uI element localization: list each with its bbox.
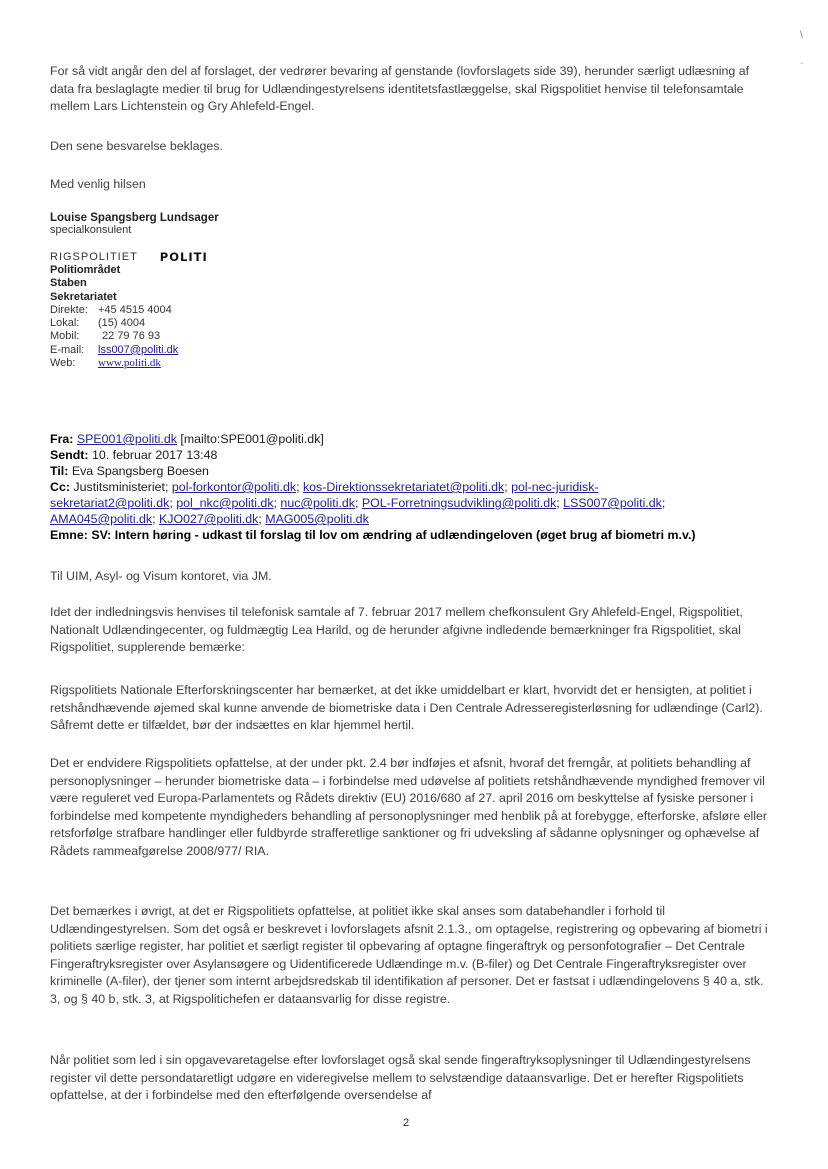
header-cc-line-2: sekretariat2@politi.dk; pol_nkc@politi.dk; nuc@politi.dk; POL-Forretningsudvikling@politi.dk; LSS007@politi.dk; bbox=[50, 496, 666, 510]
header-cc-line-1: Cc: Justitsministeriet; pol-forkontor@politi.dk; kos-Direktionssekretariatet@politi.dk; pol-nec-juridisk- bbox=[50, 480, 599, 494]
contact-mobil: Mobil: 22 79 76 93 bbox=[50, 330, 161, 343]
header-subject: Emne: SV: Intern høring - udkast til forslag til lov om ændring af udlændingeloven (øget brug af biometri m.v.) bbox=[50, 528, 696, 542]
greeting: Med venlig hilsen bbox=[50, 177, 146, 191]
cc-link[interactable]: LSS007@politi.dk bbox=[563, 496, 662, 510]
intro-paragraph-2: Den sene besvarelse beklages. bbox=[50, 139, 223, 153]
org-name: RIGSPOLITIET bbox=[50, 251, 138, 263]
cc-link[interactable]: AMA045@politi.dk bbox=[50, 512, 153, 526]
contact-email: E-mail: lss007@politi.dk bbox=[50, 343, 179, 356]
politi-logo: POLITI bbox=[159, 250, 208, 264]
org-row bbox=[50, 250, 770, 264]
header-to: Til: Eva Spangsberg Boesen bbox=[50, 464, 209, 478]
body-paragraph-3: Det er endvidere Rigspolitiets opfattelse, at der under pkt. 2.4 bør indføjes et afsnit, hvoraf det fremgår, at politiets behandling af personoplysninger – herunder biometriske data – i forbindelse med udøvelse af politiets retshåndhævende myndighed fremover vil være reguleret ved Europa-Parlamentets og Rådets direktiv (EU) 2016/680 af 27. april 2016 om beskyttelse af fysiske personer i forbindelse med kompetente myndigheders behandling af personoplysninger med henblik på at forebygge, efterforske, afsløre eller retsforfølge strafbare handlinger eller fuldbyrde strafferetlige sanktioner og fri udveksling af sådanne oplysninger og ophævelse af Rådets rammeafgørelse 2008/977/ RIA. bbox=[50, 756, 768, 858]
dept-sekretariatet: Sekretariatet bbox=[50, 290, 117, 303]
header-sent: Sendt: 10. februar 2017 13:48 bbox=[50, 448, 218, 462]
body-paragraph-2: Rigspolitiets Nationale Efterforskningscenter har bemærket, at det ikke umiddelbart er klart, hvorvidt det er hensigten, at politiet i retshåndhævende øjemed skal kunne anvende de biometriske data i Den Centrale Adresseregisterløsning for udlændinge (Carl2). Såfremt dette er tilfældet, bør der indsættes en klar hjemmel hertil. bbox=[50, 683, 763, 733]
dept-politiomraadet: Politiområdet bbox=[50, 264, 121, 276]
page-number: 2 bbox=[403, 1117, 410, 1129]
contact-web: Web: www.politi.dk bbox=[50, 357, 161, 370]
dept-staben: Staben bbox=[50, 277, 87, 290]
signature-title: specialkonsulent bbox=[50, 224, 132, 236]
cc-link[interactable]: sekretariat2@politi.dk bbox=[50, 496, 170, 510]
scan-mark: \ bbox=[800, 30, 803, 41]
contact-lokal: Lokal: (15) 4004 bbox=[50, 317, 146, 330]
cc-link[interactable]: kos-Direktionssekretariatet@politi.dk bbox=[302, 480, 505, 494]
header-from: Fra: SPE001@politi.dk [mailto:SPE001@politi.dk] bbox=[50, 432, 324, 446]
cc-link[interactable]: pol-forkontor@politi.dk bbox=[171, 480, 297, 494]
body-paragraph-5: Når politiet som led i sin opgavevaretagelse efter lovforslaget også skal sende fingeraftryksoplysninger til Udlændingestyrelsens register vil dette persondataretligt udgøre en videregivelse mellem to selvstændige dataansvarlige. Det er herefter Rigspolitiets opfattelse, at der i forbindelse med den efterfølgende oversendelse af bbox=[50, 1053, 751, 1103]
from-email-link[interactable]: SPE001@politi.dk bbox=[76, 432, 177, 446]
signature-name: Louise Spangsberg Lundsager bbox=[50, 212, 219, 224]
addressee: Til UIM, Asyl- og Visum kontoret, via JM. bbox=[50, 569, 272, 583]
cc-link[interactable]: MAG005@politi.dk bbox=[265, 512, 369, 526]
web-link[interactable]: www.politi.dk bbox=[98, 357, 161, 370]
scan-mark-side: - bbox=[800, 58, 804, 69]
body-paragraph-4: Det bemærkes i øvrigt, at det er Rigspolitiets opfattelse, at politiet ikke skal anses som databehandler i forhold til Udlændingestyrelsen. Som det også er beskrevet i lovforslagets afsnit 2.1.3., om optagelse, registrering og opbevaring af biometri i politiets særlige register, har politiet et særligt register til opbevaring af optagne fingeraftryk og personfotografier – Det Centrale Fingeraftryksregister over Asylansøgere og Uidentificerede Udlændinge m.v. (B-filer) og Det Centrale Fingeraftryksregister over kriminelle (A-filer), der tjener som internt arbejdsredskab til identifikation af personer. Det er fastsat i udlændingelovens § 40 a, stk. 3, og § 40 b, stk. 3, at Rigspolitichefen er dataansvarlig for disse registre. bbox=[50, 904, 768, 1006]
cc-link[interactable]: nuc@politi.dk bbox=[280, 496, 355, 510]
signature-block bbox=[50, 212, 770, 370]
email-header bbox=[50, 431, 790, 543]
cc-link[interactable]: pol_nkc@politi.dk bbox=[176, 496, 274, 510]
header-cc-line-3: AMA045@politi.dk; KJO027@politi.dk; MAG005@politi.dk bbox=[50, 512, 369, 526]
cc-link[interactable]: KJO027@politi.dk bbox=[159, 512, 259, 526]
email-link[interactable]: lss007@politi.dk bbox=[98, 343, 179, 356]
intro-paragraph-1: For så vidt angår den del af forslaget, der vedrører bevaring af genstande (lovforslagets side 39), herunder særligt udlæsning af data fra beslaglagte medier til brug for Udlændingestyrelsens identitetsfastlæggelse, skal Rigspolitiet henvise til telefonsamtale mellem Lars Lichtenstein og Gry Ahlefeld-Engel. bbox=[50, 64, 750, 114]
cc-link[interactable]: pol-nec-juridisk- bbox=[511, 480, 599, 494]
body-paragraph-1: Idet der indledningsvis henvises til telefonisk samtale af 7. februar 2017 mellem chefkonsulent Gry Ahlefeld-Engel, Rigspolitiet, Nationalt Udlændingecenter, og fuldmægtig Lea Harild, og de herunder afgivne indledende bemærkninger fra Rigspolitiet, skal Rigspolitiet, supplerende bemærke: bbox=[50, 605, 743, 655]
contact-direkte: Direkte: +45 4515 4004 bbox=[50, 303, 172, 316]
cc-link[interactable]: POL-Forretningsudvikling@politi.dk bbox=[361, 496, 557, 510]
